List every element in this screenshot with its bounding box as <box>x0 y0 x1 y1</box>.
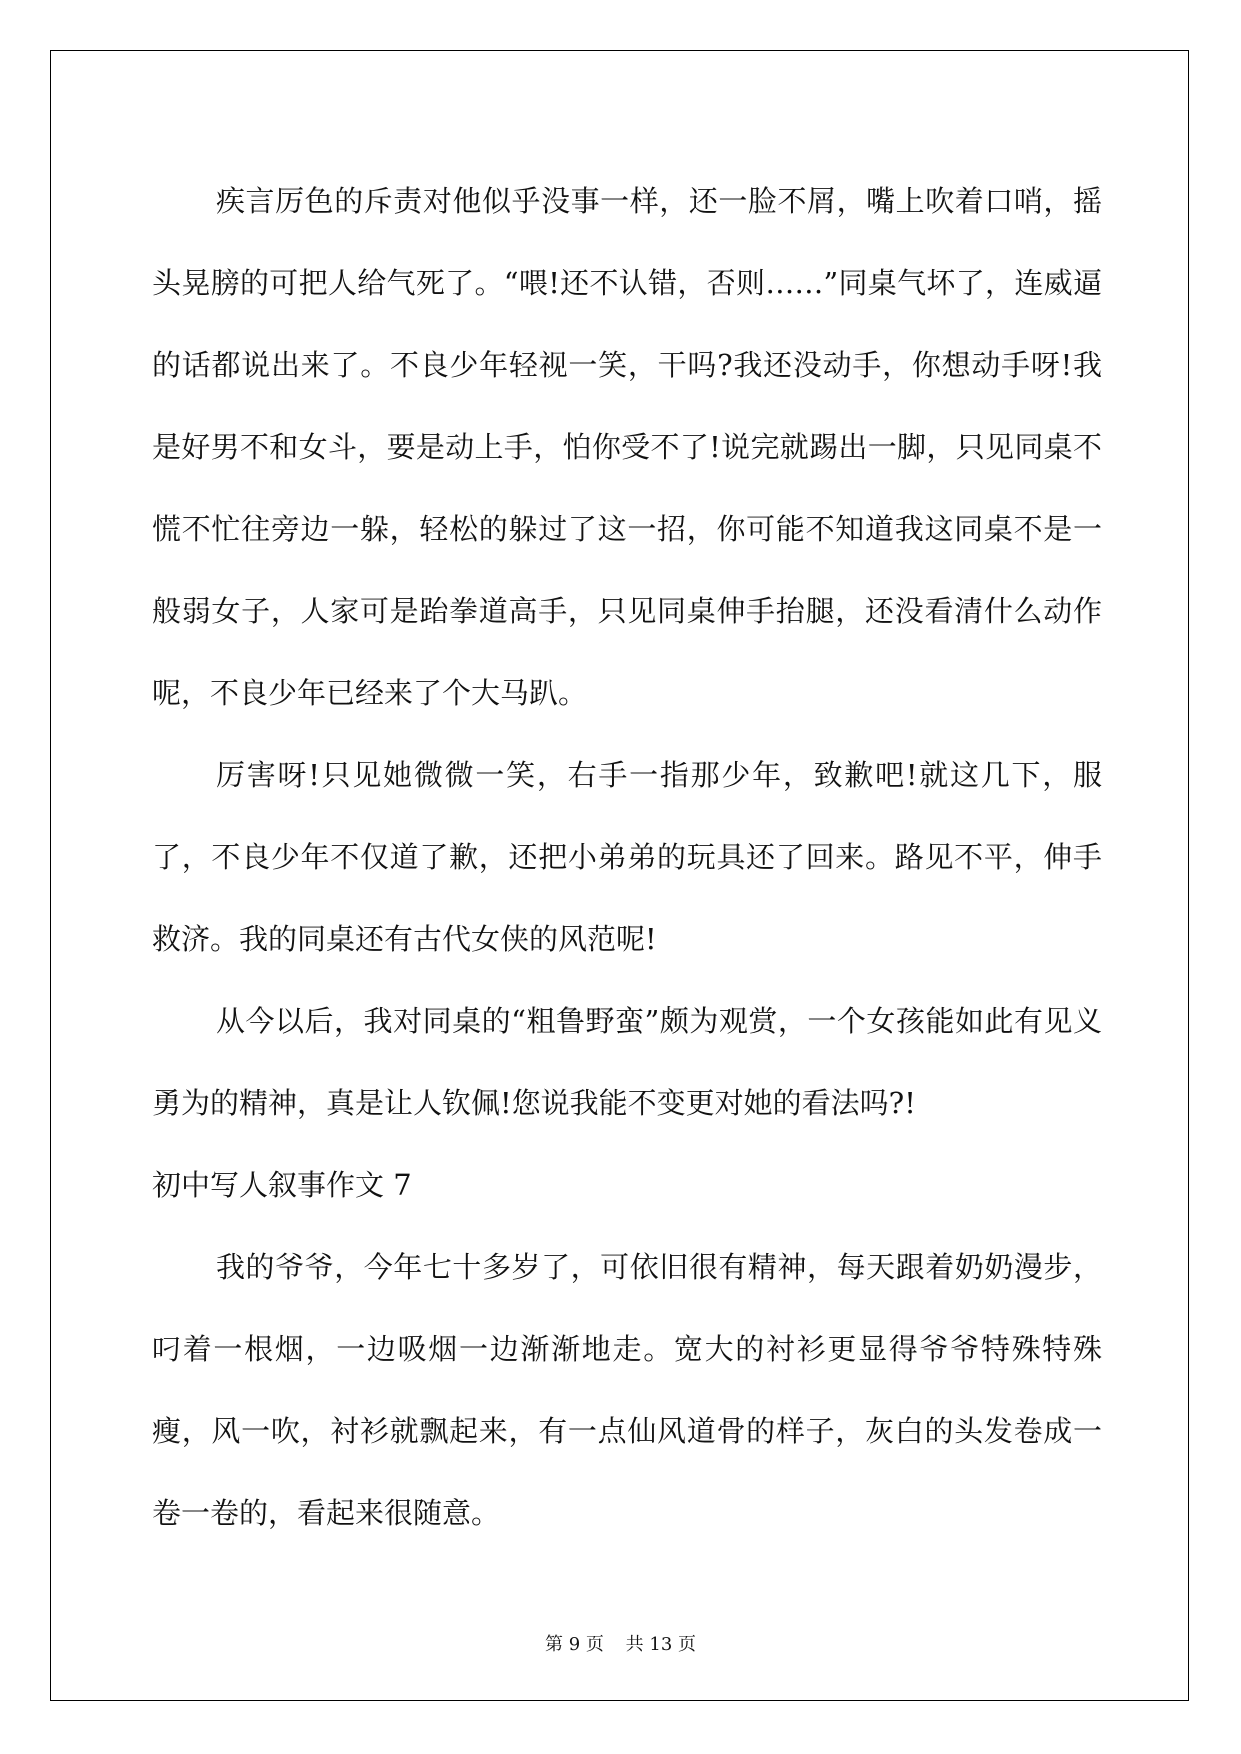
paragraph-2: 厉害呀!只见她微微一笑，右手一指那少年，致歉吧!就这几下，服了，不良少年不仅道了歉，还把小弟弟的玩具还了回来。路见不平，伸手救济。我的同桌还有古代女侠的风范呢! <box>152 758 1102 956</box>
paragraph-3: 从今以后，我对同桌的“粗鲁野蛮”颇为观赏，一个女孩能如此有见义勇为的精神，真是让人钦佩!您说我能不变更对她的看法吗?! <box>152 1004 1102 1120</box>
section-heading: 初中写人叙事作文 7 <box>152 1168 412 1202</box>
paragraph-4: 我的爷爷，今年七十多岁了，可依旧很有精神，每天跟着奶奶漫步，叼着一根烟，一边吸烟一边渐渐地走。宽大的衬衫更显得爷爷特殊特殊瘦，风一吹，衬衫就飘起来，有一点仙风道骨的样子，灰白的头发卷成一卷一卷的，看起来很随意。 <box>152 1250 1102 1530</box>
page-total: 共 13 页 <box>625 1634 696 1655</box>
paragraph-1: 疾言厉色的斥责对他似乎没事一样，还一脸不屑，嘴上吹着口哨，摇头晃膀的可把人给气死了。“喂!还不认错，否则……”同桌气坏了，连威逼的话都说出来了。不良少年轻视一笑，干吗?我还没动手，你想动手呀!我是好男不和女斗，要是动上手，怕你受不了!说完就踢出一脚，只见同桌不慌不忙往旁边一躲，轻松的躲过了这一招，你可能不知道我这同桌不是一般弱女子，人家可是跆拳道高手，只见同桌伸手抬腿，还没看清什么动作呢，不良少年已经来了个大马趴。 <box>152 184 1102 710</box>
page-footer <box>0 1630 1241 1656</box>
document-body <box>152 160 1102 1554</box>
page-number: 第 9 页 <box>545 1634 604 1655</box>
